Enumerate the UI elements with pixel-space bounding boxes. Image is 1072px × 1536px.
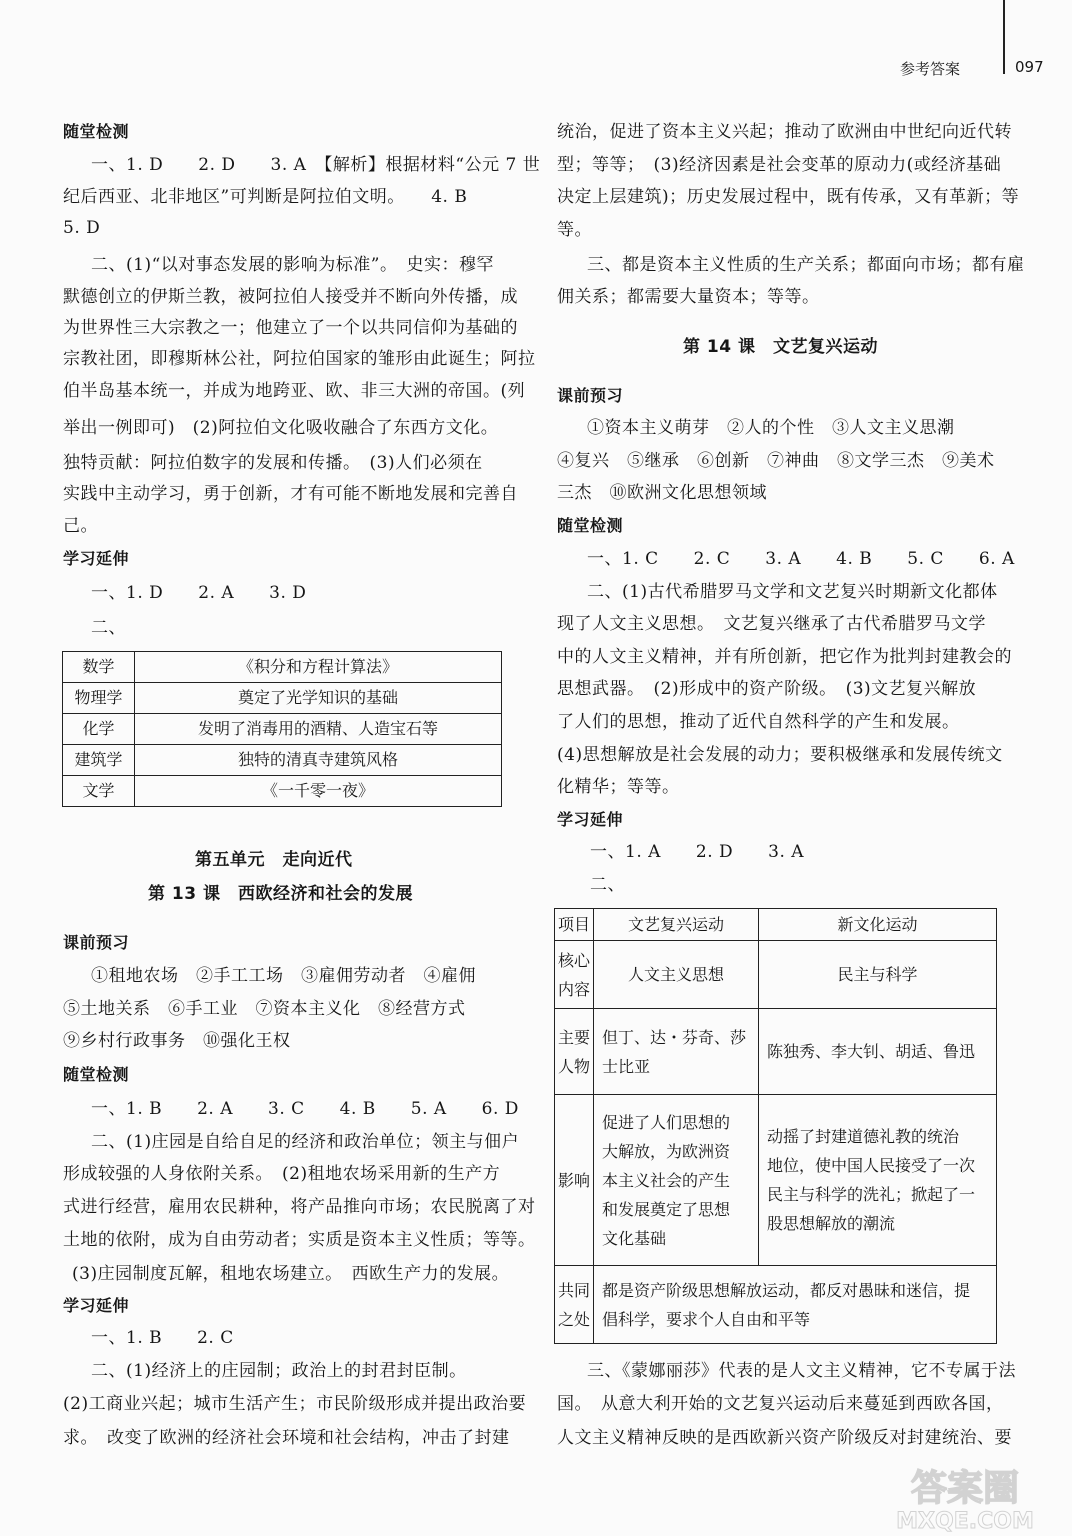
table-cell <box>555 941 594 1009</box>
answer-line: 佣关系；都需要大量资本；等等。 <box>557 287 820 307</box>
header-rule <box>1003 0 1005 74</box>
answer-line: 默德创立的伊斯兰教，被阿拉伯人接受并不断向外传播，成 <box>63 287 518 307</box>
cell-text: 文化基础 <box>602 1228 667 1248</box>
cell-text: 促进了人们思想的 <box>602 1112 731 1132</box>
cell-text: 内容 <box>557 979 590 999</box>
table-row <box>555 909 997 941</box>
answer-line: 一、1. D 2. A 3. D <box>91 583 307 603</box>
lesson-title: 第 13 课 西欧经济和社会的发展 <box>148 884 413 904</box>
answer-line: 二、(1)庄园是自给自足的经济和政治单位；领主与佃户 <box>91 1132 520 1152</box>
answer-line: 三、《蒙娜丽莎》代表的是人文主义精神，它不专属于法 <box>587 1361 1016 1381</box>
answer-line: 一、1. D 2. D 3. A 【解析】根据材料“公元 7 世 <box>91 155 541 175</box>
section-heading: 课前预习 <box>63 933 130 952</box>
answer-line: 5. D <box>63 218 101 238</box>
answer-line: ⑨乡村行政事务 ⑩强化王权 <box>63 1031 291 1051</box>
answer-line: 纪后西亚、北非地区”可判断是阿拉伯文明。 4. B <box>63 187 468 207</box>
unit-title: 第五单元 走向近代 <box>195 850 353 870</box>
answer-line: 决定上层建筑)；历史发展过程中，既有传承，又有革新；等 <box>557 187 1020 207</box>
table-cell: 发明了消毒用的酒精、人造宝石等 <box>135 714 502 745</box>
arab-culture-table <box>62 651 502 807</box>
table-cell: 物理学 <box>63 683 135 714</box>
cell-text: 和发展奠定了思想 <box>602 1199 731 1219</box>
table-header-cell: 文艺复兴运动 <box>594 909 759 941</box>
answer-line: 化精华；等等。 <box>557 777 680 797</box>
answer-line: 一、1. C 2. C 3. A 4. B 5. C 6. A <box>587 549 1015 569</box>
table-cell: 人文主义思想 <box>594 941 759 1009</box>
answer-line: ④复兴 ⑤继承 ⑥创新 ⑦神曲 ⑧文学三杰 ⑨美术 <box>557 451 995 471</box>
section-heading: 随堂检测 <box>557 516 624 535</box>
cell-text: 核心 <box>557 950 590 970</box>
answer-line: 宗教社团，即穆斯林公社，阿拉伯国家的雏形由此诞生；阿拉 <box>63 349 536 369</box>
answer-line: 现了人文主义思想。 文艺复兴继承了古代希腊罗马文学 <box>557 614 986 634</box>
answer-line: 统治，促进了资本主义兴起；推动了欧洲由中世纪向近代转 <box>557 122 1012 142</box>
answer-line: 一、1. A 2. D 3. A <box>590 842 805 862</box>
answer-line: (3)庄园制度瓦解，租地农场建立。 西欧生产力的发展。 <box>72 1264 510 1284</box>
answer-line: ①资本主义萌芽 ②人的个性 ③人文主义思潮 <box>587 418 955 438</box>
answer-line: 土地的依附，成为自由劳动者；实质是资本主义性质；等等。 <box>63 1230 536 1250</box>
cell-text: 本主义社会的产生 <box>602 1170 731 1190</box>
answer-line: 二、(1)经济上的庄园制；政治上的封君封臣制。 <box>91 1361 467 1381</box>
section-heading: 随堂检测 <box>63 122 130 141</box>
answer-line: 独特贡献：阿拉伯数字的发展和传播。 (3)人们必须在 <box>63 453 483 473</box>
answer-line: 实践中主动学习，勇于创新，才有可能不断地发展和完善自 <box>63 484 518 504</box>
table-cell: 陈独秀、李大钊、胡适、鲁迅 <box>759 1009 997 1095</box>
answer-line: 为世界性三大宗教之一；他建立了一个以共同信仰为基础的 <box>63 318 518 338</box>
answer-line: 己。 <box>63 516 98 536</box>
table-cell <box>555 1009 594 1095</box>
table-cell <box>594 1009 759 1095</box>
table-cell <box>555 1266 594 1344</box>
table-row <box>555 1095 997 1266</box>
section-heading: 随堂检测 <box>63 1065 130 1084</box>
cell-text: 主要 <box>557 1027 590 1047</box>
cell-text: 动摇了封建道德礼教的统治 <box>767 1127 960 1146</box>
lesson-title: 第 14 课 文艺复兴运动 <box>683 337 878 357</box>
comparison-table <box>554 908 997 1344</box>
table-row <box>63 714 502 745</box>
section-heading: 学习延伸 <box>557 810 624 829</box>
answer-line: 思想武器。 (2)形成中的资产阶级。 (3)文艺复兴解放 <box>557 679 977 699</box>
header-label: 参考答案 <box>900 60 961 78</box>
table-cell: 建筑学 <box>63 745 135 776</box>
table-cell: 数学 <box>63 652 135 683</box>
table-row <box>63 683 502 714</box>
table-cell: 奠定了光学知识的基础 <box>135 683 502 714</box>
table-row <box>63 776 502 807</box>
watermark-logo <box>855 1462 1070 1536</box>
table-cell <box>759 1095 997 1266</box>
page-number: 097 <box>1015 58 1044 76</box>
answer-line: 举出一例即可) (2)阿拉伯文化吸收融合了东西方文化。 <box>63 418 499 438</box>
answer-line: 了人们的思想，推动了近代自然科学的产生和发展。 <box>557 712 960 732</box>
section-heading: 课前预习 <box>557 386 624 405</box>
cell-text: 但丁、达・芬奇、莎 <box>602 1027 747 1047</box>
cell-text: 共同 <box>557 1280 590 1300</box>
answer-line: 二、(1)“以对事态发展的影响为标准”。 史实：穆罕 <box>91 255 494 275</box>
table-cell <box>594 1095 759 1266</box>
table-row <box>555 1009 997 1095</box>
table-header-cell: 新文化运动 <box>759 909 997 941</box>
answer-line: 二、 <box>91 618 126 638</box>
answer-line: (2)工商业兴起；城市生活产生；市民阶级形成并提出政治要 <box>63 1394 527 1414</box>
table-cell: 独特的清真寺建筑风格 <box>135 745 502 776</box>
table-cell: 文学 <box>63 776 135 807</box>
answer-line: 型；等等； (3)经济因素是社会变革的原动力(或经济基础 <box>557 155 1002 175</box>
answer-line: 三、都是资本主义性质的生产关系；都面向市场；都有雇 <box>587 255 1025 275</box>
table-row <box>555 941 997 1009</box>
cell-text: 之处 <box>557 1309 590 1329</box>
svg-text:答案圈: 答案圈 <box>910 1468 1020 1509</box>
cell-text: 都是资产阶级思想解放运动，都反对愚昧和迷信，提 <box>602 1280 971 1300</box>
cell-text: 人物 <box>557 1056 590 1076</box>
table-cell: 《积分和方程计算法》 <box>135 652 502 683</box>
answer-line: 一、1. B 2. C <box>91 1328 234 1348</box>
answer-line: (4)思想解放是社会发展的动力；要积极继承和发展传统文 <box>557 745 1003 765</box>
cell-text: 股思想解放的潮流 <box>767 1214 896 1233</box>
table-row <box>63 745 502 776</box>
table-row <box>63 652 502 683</box>
answer-line: 二、(1)古代希腊罗马文学和文艺复兴时期新文化都体 <box>587 582 998 602</box>
table-cell: 《一千零一夜》 <box>135 776 502 807</box>
section-heading: 学习延伸 <box>63 549 130 568</box>
answer-line: 形成较强的人身依附关系。 (2)租地农场采用新的生产方 <box>63 1164 501 1184</box>
cell-text: 士比亚 <box>602 1056 651 1076</box>
answer-line: ①租地农场 ②手工工场 ③雇佣劳动者 ④雇佣 <box>91 966 476 986</box>
answer-line: 中的人文主义精神，并有所创新，把它作为批判封建教会的 <box>557 647 1012 667</box>
answer-line: 伯半岛基本统一，并成为地跨亚、欧、非三大洲的帝国。(列 <box>63 381 526 401</box>
table-cell: 化学 <box>63 714 135 745</box>
answer-line: 求。 改变了欧洲的经济社会环境和社会结构，冲击了封建 <box>63 1428 510 1448</box>
answer-line: ⑤土地关系 ⑥手工业 ⑦资本主义化 ⑧经营方式 <box>63 999 466 1019</box>
section-heading: 学习延伸 <box>63 1296 130 1315</box>
cell-text: 大解放，为欧洲资 <box>602 1141 731 1161</box>
cell-text: 倡科学，要求个人自由和平等 <box>602 1309 811 1329</box>
table-cell: 影响 <box>555 1095 594 1266</box>
answer-line: 国。 从意大利开始的文艺复兴运动后来蔓延到西欧各国， <box>557 1394 1004 1414</box>
answer-line: 等。 <box>557 220 592 240</box>
table-row <box>555 1266 997 1344</box>
answer-line: 式进行经营，雇用农民耕种，将产品推向市场；农民脱离了对 <box>63 1197 536 1217</box>
table-header-cell: 项目 <box>555 909 594 941</box>
cell-text: 民主与科学的洗礼；掀起了一 <box>767 1185 976 1204</box>
answer-line: 一、1. B 2. A 3. C 4. B 5. A 6. D <box>91 1099 519 1119</box>
answer-line: 三杰 ⑩欧洲文化思想领域 <box>557 483 767 503</box>
table-cell <box>594 1266 997 1344</box>
cell-text: 地位，使中国人民接受了一次 <box>767 1156 976 1175</box>
table-cell: 民主与科学 <box>759 941 997 1009</box>
answer-line: 二、 <box>590 875 625 895</box>
answer-line: 人文主义精神反映的是西欧新兴资产阶级反对封建统治、要 <box>557 1428 1012 1448</box>
svg-text:MXQE.COM: MXQE.COM <box>896 1509 1034 1534</box>
